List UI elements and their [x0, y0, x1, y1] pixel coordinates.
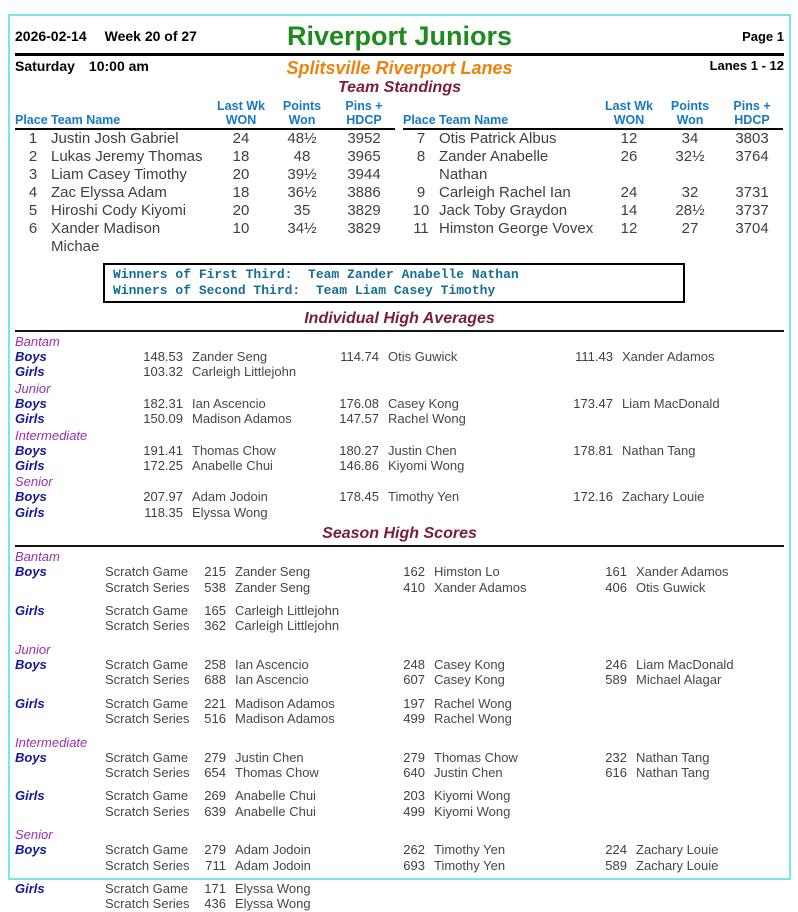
- venue-subtitle: Splitsville Riverport Lanes: [286, 58, 513, 78]
- col-header-points: Points Won: [271, 99, 333, 130]
- season-row: Girls Scratch Game 269 Anabelle Chui 203 Kiyomi Wong: [15, 788, 511, 804]
- date-label: 2026-02-14: [15, 28, 87, 44]
- avg-row: Boys 148.53 Zander Seng 114.74 Otis Guwick 111.43 Xander Adamos: [15, 349, 715, 364]
- season-group-boys: [15, 842, 784, 873]
- lanes-label: Lanes 1 - 12: [709, 58, 784, 73]
- season-row: Girls Scratch Game 171 Elyssa Wong: [15, 880, 311, 896]
- season-row: Scratch Series 436 Elyssa Wong: [105, 896, 311, 912]
- standings-row: 4 Zac Elyssa Adam 18 36½ 3886: [28, 184, 381, 201]
- header-row-1: [15, 22, 784, 50]
- col-header-points: Points Won: [659, 99, 721, 130]
- avg-row: Boys 207.97 Adam Jodoin 178.45 Timothy Yen 172.16 Zachary Louie: [15, 489, 705, 505]
- season-division: [15, 827, 784, 912]
- season-group-girls: [15, 788, 784, 819]
- standings-row: 6 Xander Madison Michae 10 34½ 3829: [28, 220, 381, 255]
- division-label: Bantam: [15, 334, 60, 349]
- standings-header-right: [403, 99, 783, 130]
- standings-table-left: [15, 99, 395, 256]
- date-week: [15, 28, 287, 44]
- col-header-team: Team Name: [439, 113, 599, 130]
- avg-row: Girls 150.09 Madison Adamos 147.57 Rachel Wong: [15, 411, 466, 427]
- standings-header-left: [15, 99, 395, 130]
- season-row: Scratch Series 538 Zander Seng 410 Xander Adamos 406 Otis Guwick: [105, 579, 706, 595]
- season-row: Boys Scratch Game 279 Justin Chen 279 Thomas Chow 232 Nathan Tang: [15, 749, 710, 765]
- col-header-lastwk: Last Wk WON: [599, 99, 659, 130]
- season-row: Boys Scratch Game 215 Zander Seng 162 Himston Lo 161 Xander Adamos: [15, 564, 729, 580]
- avg-row: Girls 172.25 Anabelle Chui 146.86 Kiyomi Wong: [15, 458, 465, 474]
- season-row: Boys Scratch Game 279 Adam Jodoin 262 Timothy Yen 224 Zachary Louie: [15, 842, 719, 858]
- standings-row: 2 Lukas Jeremy Thomas 18 48 3965: [28, 148, 381, 165]
- standings-row: 11 Himston George Vovex 12 27 3704: [413, 220, 769, 237]
- season-row: Scratch Series 654 Thomas Chow 640 Justin Chen 616 Nathan Tang: [105, 764, 710, 780]
- standings-row: 5 Hiroshi Cody Kiyomi 20 35 3829: [28, 202, 381, 219]
- division-label: Bantam: [15, 549, 60, 565]
- season-row: Scratch Series 362 Carleigh Littlejohn: [105, 618, 340, 634]
- team-standings-title: Team Standings: [338, 79, 461, 96]
- header-divider-rule: [15, 53, 784, 56]
- week-label: Week 20 of 27: [104, 28, 197, 44]
- season-row: Scratch Series 516 Madison Adamos 499 Rachel Wong: [105, 711, 512, 727]
- avg-row: Girls 103.32 Carleigh Littlejohn: [15, 364, 297, 380]
- season-division: [15, 735, 784, 820]
- season-row: Scratch Series 711 Adam Jodoin 693 Timothy Yen 589 Zachary Louie: [105, 857, 719, 873]
- avg-row: Boys 191.41 Thomas Chow 180.27 Justin Chen 178.81 Nathan Tang: [15, 442, 696, 458]
- division-label: Intermediate: [15, 427, 88, 443]
- season-row: Scratch Series 639 Anabelle Chui 499 Kiyomi Wong: [105, 803, 511, 819]
- standings-row: 1 Justin Josh Gabriel 24 48½ 3952: [28, 130, 381, 147]
- division-label: Junior: [15, 641, 51, 657]
- league-title: Riverport Juniors: [286, 21, 513, 51]
- day-time: [15, 58, 286, 74]
- standings-table-right: [403, 99, 783, 256]
- season-row: Girls Scratch Game 221 Madison Adamos 197 Rachel Wong: [15, 695, 512, 711]
- division-label: Intermediate: [15, 734, 88, 750]
- season-high-section: [15, 549, 784, 912]
- season-division: [15, 642, 784, 727]
- division-label: Senior: [15, 474, 53, 490]
- high-averages-title: Individual High Averages: [15, 309, 784, 332]
- standings-row: 7 Otis Patrick Albus 12 34 3803: [416, 130, 769, 147]
- season-group-boys: [15, 750, 784, 781]
- thirds-winners-box: [103, 263, 685, 303]
- winners-line-2: Winners of Second Third: Team Liam Casey Timothy: [113, 283, 496, 298]
- season-division: [15, 549, 784, 634]
- time-label: 10:00 am: [88, 58, 149, 74]
- page-number: Page 1: [742, 28, 784, 44]
- season-group-boys: [15, 657, 784, 688]
- season-group-boys: [15, 564, 784, 595]
- header-row-2: [15, 58, 784, 78]
- season-row: Boys Scratch Game 258 Ian Ascencio 248 Casey Kong 246 Liam MacDonald: [15, 656, 734, 672]
- standings-row: 9 Carleigh Rachel Ian 24 32 3731: [416, 184, 769, 201]
- high-averages-section: [15, 334, 784, 520]
- col-header-team: Team Name: [51, 113, 211, 130]
- season-row: Girls Scratch Game 165 Carleigh Littlejohn: [15, 603, 340, 619]
- col-header-place: Place: [403, 113, 439, 130]
- season-group-girls: [15, 603, 784, 634]
- col-header-pins: Pins + HDCP: [333, 99, 395, 130]
- standings-tables: [15, 99, 784, 256]
- standings-row: 3 Liam Casey Timothy 20 39½ 3944: [28, 166, 381, 183]
- winners-line-1: Winners of First Third: Team Zander Anabelle Nathan: [113, 267, 519, 282]
- avg-row: Boys 182.31 Ian Ascencio 176.08 Casey Kong 173.47 Liam MacDonald: [15, 395, 720, 411]
- season-group-girls: [15, 881, 784, 912]
- standings-sheet: [8, 14, 791, 912]
- col-header-lastwk: Last Wk WON: [211, 99, 271, 130]
- col-header-pins: Pins + HDCP: [721, 99, 783, 130]
- standings-row: 10 Jack Toby Graydon 14 28½ 3737: [412, 202, 769, 219]
- day-label: Saturday: [15, 58, 75, 74]
- col-header-place: Place: [15, 113, 51, 130]
- division-label: Junior: [15, 380, 51, 396]
- division-label: Senior: [15, 827, 53, 843]
- season-high-title: Season High Scores: [15, 524, 784, 547]
- avg-row: Girls 118.35 Elyssa Wong: [15, 504, 268, 520]
- standings-row: 8 Zander Anabelle Nathan 26 32½ 3764: [416, 148, 769, 183]
- season-group-girls: [15, 696, 784, 727]
- season-row: Scratch Series 688 Ian Ascencio 607 Casey Kong 589 Michael Alagar: [105, 672, 722, 688]
